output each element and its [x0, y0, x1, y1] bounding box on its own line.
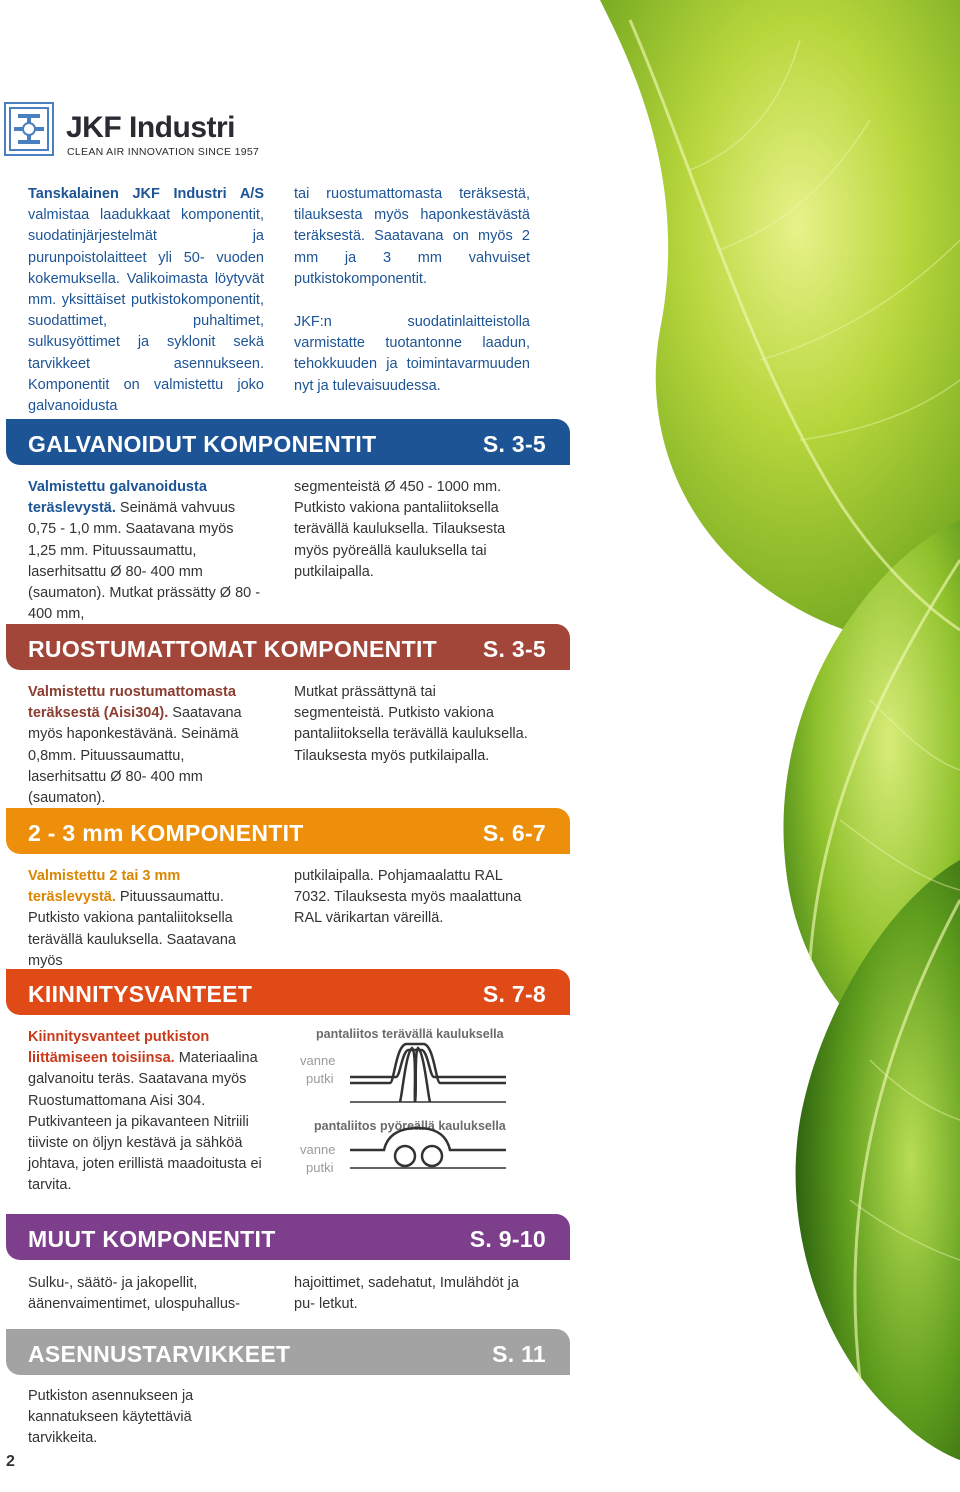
- page-number: 2: [6, 1453, 15, 1470]
- diagram-band-label-1: vanne: [300, 1053, 336, 1068]
- diagram-top-label: pantaliitos terävällä kauluksella: [316, 1027, 504, 1041]
- intro-left-paragraph: [28, 184, 264, 417]
- diagram-bottom-label: pantaliitos pyöreällä kauluksella: [314, 1119, 506, 1133]
- section-highlight: Kiinnitysvanteet putkiston liittämiseen toisiinsa.: [28, 1029, 210, 1067]
- section-title: KIINNITYSVANTEET: [28, 981, 253, 1007]
- section-page: S. 7-8: [482, 981, 546, 1007]
- section-left-text: Materiaalina galvanoitu teräs. Saatavana myös Ruostumattomana Aisi 304. Putkivanteen ja pikavanteen Nitriili tiiviste on öljyn kestävä ja sähköä johtava, joten erillistä maadoitusta ei tarvita.: [28, 1050, 262, 1194]
- section-ruostumattomat-right: Mutkat prässättynä tai segmenteistä. Putkisto vakiona pantaliitoksella terävällä kauluksella. Tilauksesta myös putkilaipalla.: [294, 684, 528, 764]
- intro-right-paragraph-2: JKF:n suodatinlaitteistolla varmistatte tuotantonne laadun, tehokkuuden ja toimintavarmuuden nyt ja tulevaisuudessa.: [294, 314, 530, 394]
- section-bar-kiinnitysvanteet: [6, 969, 570, 1015]
- section-title: RUOSTUMATTOMAT KOMPONENTIT: [28, 636, 437, 662]
- band-joint-diagram: [296, 1022, 536, 1192]
- section-bar-muut: [6, 1214, 570, 1260]
- section-page: S. 3-5: [482, 636, 546, 662]
- section-highlight: Valmistettu ruostumattomasta teräksestä (Aisi304).: [28, 684, 236, 722]
- section-bar-asennustarvikkeet: [6, 1329, 570, 1375]
- diagram-band-label-2: vanne: [300, 1142, 336, 1157]
- section-ruostumattomat-left: [28, 682, 264, 809]
- section-asennustarvikkeet-left: Putkiston asennukseen ja kannatukseen käytettäviä tarvikkeita.: [28, 1388, 194, 1447]
- section-galvanoidut-left: [28, 477, 264, 625]
- section-page: S. 6-7: [482, 820, 546, 846]
- section-page: S. 9-10: [469, 1226, 546, 1252]
- section-bar-ruostumattomat: [6, 624, 570, 670]
- section-highlight: Valmistettu galvanoidusta teräslevystä.: [28, 479, 207, 517]
- section-title: MUUT KOMPONENTIT: [28, 1226, 276, 1252]
- section-galvanoidut-right: segmenteistä Ø 450 - 1000 mm. Putkisto vakiona pantaliitoksella terävällä kauluksella. Tilauksesta myös pyöreällä kauluksella tai putkilaipalla.: [294, 479, 506, 580]
- logo-tagline: CLEAN AIR INNOVATION SINCE 1957: [67, 146, 260, 158]
- section-muut-left: Sulku-, säätö- ja jakopellit, äänenvaimentimet, ulospuhallus-: [28, 1275, 240, 1313]
- section-left-text: Saatavana myös haponkestävänä. Seinämä 0,8mm. Pituussaumattu, laserhitsattu Ø 80- 400 mm (saumaton).: [28, 705, 242, 807]
- leaf-background-image: [570, 0, 960, 1492]
- intro-lead: Tanskalainen JKF Industri A/S: [28, 186, 264, 202]
- diagram-pipe-label-1: putki: [306, 1071, 334, 1086]
- section-highlight: Valmistettu 2 tai 3 mm teräslevystä.: [28, 868, 181, 906]
- section-2-3mm-right: putkilaipalla. Pohjamaalattu RAL 7032. Tilauksesta myös maalattuna RAL värikartan väreillä.: [294, 868, 522, 927]
- intro-left-text: valmistaa laadukkaat komponentit, suodatinjärjestelmät ja purunpoistolaitteet yli 50- vuoden kokemuksella. Valikoimasta löytyvät mm. yksittäiset putkistokomponentit, suodattimet, puhaltimet, sulkusyöttimet ja syklonit sekä tarvikkeet asennukseen. Komponentit on valmistettu joko galvanoidusta: [28, 207, 264, 415]
- section-bar-2-3mm: [6, 808, 570, 854]
- jkf-logo-icon: [4, 102, 54, 156]
- diagram-pipe-label-2: putki: [306, 1160, 334, 1175]
- section-title: 2 - 3 mm KOMPONENTIT: [28, 820, 304, 846]
- section-title: GALVANOIDUT KOMPONENTIT: [28, 431, 377, 457]
- section-bar-galvanoidut: [6, 419, 570, 465]
- section-2-3mm-left: [28, 866, 264, 972]
- section-page: S. 3-5: [482, 431, 546, 457]
- section-page: S. 11: [492, 1341, 546, 1367]
- section-muut-right: hajoittimet, sadehatut, Imulähdöt ja pu- letkut.: [294, 1275, 519, 1313]
- logo-name: JKF Industri: [66, 111, 236, 144]
- jkf-logo: [4, 102, 260, 160]
- section-left-text: Pituussaumattu. Putkisto vakiona pantaliitoksella terävällä kauluksella. Saatavana myös: [28, 889, 236, 969]
- section-title: ASENNUSTARVIKKEET: [28, 1341, 291, 1367]
- intro-right-paragraph-1: tai ruostumattomasta teräksestä, tilauksesta myös haponkestävästä teräksestä. Saatavana on myös 2 mm ja 3 mm vahvuiset putkistokomponentit.: [294, 186, 530, 287]
- sharp-collar-joint-icon: [350, 1044, 506, 1102]
- section-left-text: Seinämä vahvuus 0,75 - 1,0 mm. Saatavana myös 1,25 mm. Pituussaumattu, laserhitsattu Ø 80- 400 mm (saumaton). Mutkat prässätty Ø 80 - 400 mm,: [28, 500, 261, 623]
- section-kiinnitysvanteet-left: [28, 1027, 264, 1197]
- round-collar-joint-icon: [350, 1128, 506, 1168]
